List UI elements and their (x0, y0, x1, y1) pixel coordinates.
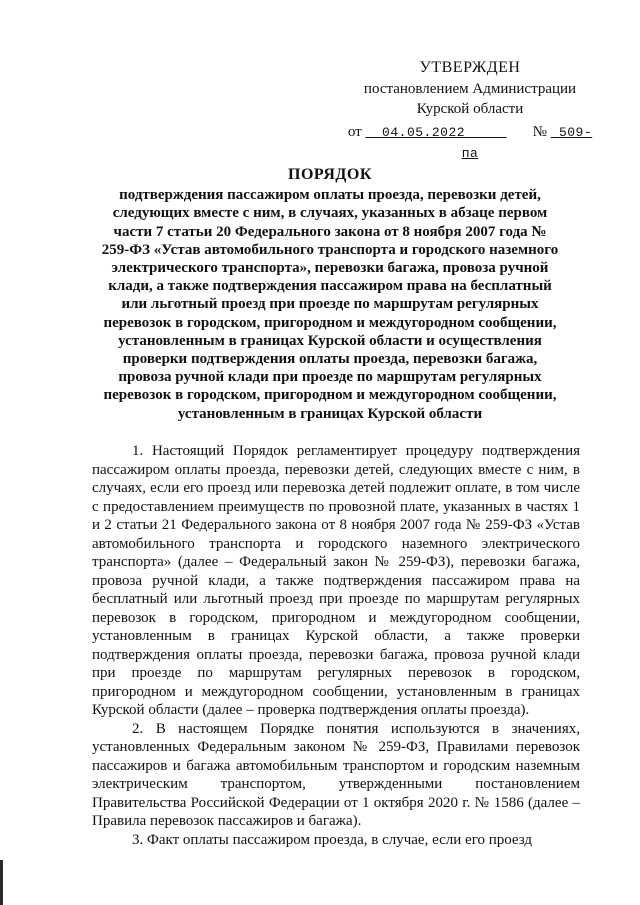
paragraph-1: 1. Настоящий Порядок регламентирует процедуру подтверждения пассажиром оплаты проезда, перевозки детей, следующих вместе с ним, в случаях, если его проезд или перевозка детей подлежит оплате, в том числе с предоставлением преимуществ по провозной плате, указанных в частях 1 и 2 статьи 21 Федерального закона от 8 ноября 2007 года № 259-ФЗ «Устав автомобильного транспорта и городского наземного электрического транспорта» (далее – Федеральный закон № 259-ФЗ), перевозки багажа, провоза ручной клади, а также подтверждения пассажиром права на бесплатный или льготный проезд при проезде по маршрутам регулярных перевозок в городском, пригородном и междугородном сообщении, установленным в границах Курской области, а также проверки подтверждения оплаты проезда, перевозки багажа, провоза ручной клади при проезде по маршрутам регулярных перевозок в городском, пригородном и междугородном сообщении, установленным в границах Курской области (далее – проверка подтверждения оплаты проезда). (92, 443, 580, 718)
approval-number-prefix: № (532, 124, 547, 140)
approval-region-line: Курской области (416, 101, 524, 117)
approval-authority-line: постановлением Администрации (363, 81, 577, 97)
approval-title: УТВЕРЖДЕН (419, 59, 521, 76)
document-subtitle: подтверждения пассажиром оплаты проезда, перевозки детей, следующих вместе с ним, в случаях, указанных в абзаце первом части 7 статьи 20 Федерального закона от 8 ноября 2007 года № 259-ФЗ «Устав автомобильного транспорта и городского наземного электрического транспорта», перевозки багажа, провоза ручной клади, а также подтверждения пассажиром права на бесплатный или льготный проезд при проезде по маршрутам регулярных перевозок в городском, пригородном и междугородном сообщении, установленным в границах Курской области и осуществления проверки подтверждения оплаты проезда, перевозки багажа, провоза ручной клади при проезде по маршрутам регулярных перевозок в городском, пригородном и междугородном сообщении, установленным в границах Курской области (101, 187, 559, 422)
document-heading (100, 166, 560, 423)
document-title: ПОРЯДОК (288, 166, 372, 183)
approval-date-prefix: от (347, 124, 362, 140)
document-body (92, 442, 580, 849)
approval-date-line (340, 122, 600, 164)
paragraph-2: 2. В настоящем Порядке понятия используются в значениях, установленных Федеральным законом № 259-ФЗ, Правилами перевозок пассажиров и багажа автомобильным транспортом и городским наземным электрическим транспортом, утвержденными постановлением Правительства Российской Федерации от 1 октября 2020 г. № 1586 (далее – Правила перевозок пассажиров и багажа). (92, 720, 580, 829)
paragraph-3: 3. Факт оплаты пассажиром проезда, в случае, если его проезд (132, 831, 533, 848)
scan-edge-mark (0, 860, 3, 905)
approval-stamp (340, 58, 600, 164)
approval-date: 04.05.2022 (382, 125, 466, 140)
approval-number: 509-па (461, 125, 593, 161)
